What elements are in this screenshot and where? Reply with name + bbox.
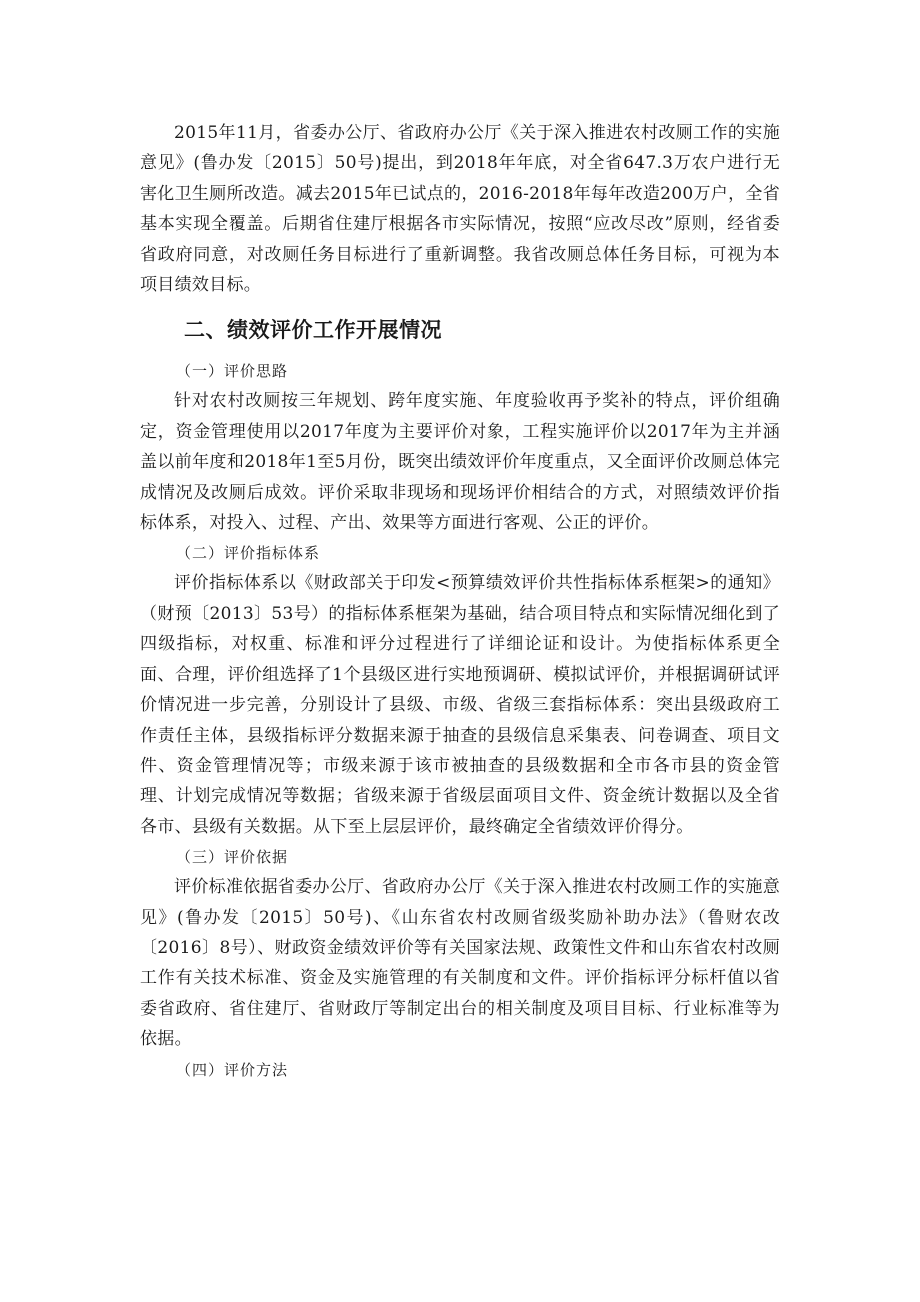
subsection-paragraph-2: 评价指标体系以《财政部关于印发<预算绩效评价共性指标体系框架>的通知》（财预〔2013〕53号）的指标体系框架为基础，结合项目特点和实际情况细化到了四级指标，对权重、标准和评分过程进行了详细论证和设计。为使指标体系更全面、合理，评价组选择了1个县级区进行实地预调研、模拟试评价，并根据调研试评价情况进一步完善，分别设计了县级、市级、省级三套指标体系：突出县级政府工作责任主体，县级指标评分数据来源于抽查的县级信息采集表、问卷调查、项目文件、资金管理情况等；市级来源于该市被抽查的县级数据和全市各市县的资金管理、计划完成情况等数据；省级来源于省级层面项目文件、资金统计数据以及全省各市、县级有关数据。从下至上层层评价，最终确定全省绩效评价得分。 bbox=[140, 573, 780, 837]
subsection-paragraph-3: 评价标准依据省委办公厅、省政府办公厅《关于深入推进农村改厕工作的实施意见》(鲁办发〔2015〕50号)、《山东省农村改厕省级奖励补助办法》（鲁财农改〔2016〕8号）、财政资金绩效评价等有关国家法规、政策性文件和山东省农村改厕工作有关技术标准、资金及实施管理的有关制度和文件。评价指标评分标杆值以省委省政府、省住建厅、省财政厅等制定出台的相关制度及项目目标、行业标准等为依据。 bbox=[140, 877, 780, 1050]
subsection-heading-3: （三）评价依据 bbox=[176, 848, 289, 867]
subsection-paragraph-1: 针对农村改厕按三年规划、跨年度实施、年度验收再予奖补的特点，评价组确定，资金管理使用以2017年度为主要评价对象，工程实施评价以2017年为主并涵盖以前年度和2018年1至5月份，既突出绩效评价年度重点，又全面评价改厕总体完成情况及改厕后成效。评价采取非现场和现场评价相结合的方式，对照绩效评价指标体系，对投入、过程、产出、效果等方面进行客观、公正的评价。 bbox=[140, 391, 780, 534]
subsection-heading-4: （四）评价方法 bbox=[176, 1060, 289, 1079]
subsection-heading-1: （一）评价思路 bbox=[176, 362, 289, 381]
section-title: 二、绩效评价工作开展情况 bbox=[184, 318, 442, 343]
intro-paragraph: 2015年11月，省委办公厅、省政府办公厅《关于深入推进农村改厕工作的实施意见》(鲁办发〔2015〕50号)提出，到2018年年底，对全省647.3万农户进行无害化卫生厕所改造。减去2015年已试点的，2016-2018年每年改造200万户，全省基本实现全覆盖。后期省住建厅根据各市实际情况，按照“应改尽改”原则，经省委省政府同意，对改厕任务目标进行了重新调整。我省改厕总体任务目标，可视为本项目绩效目标。 bbox=[140, 123, 780, 296]
document-page bbox=[140, 118, 780, 1085]
subsection-heading-2: （二）评价指标体系 bbox=[176, 544, 321, 563]
